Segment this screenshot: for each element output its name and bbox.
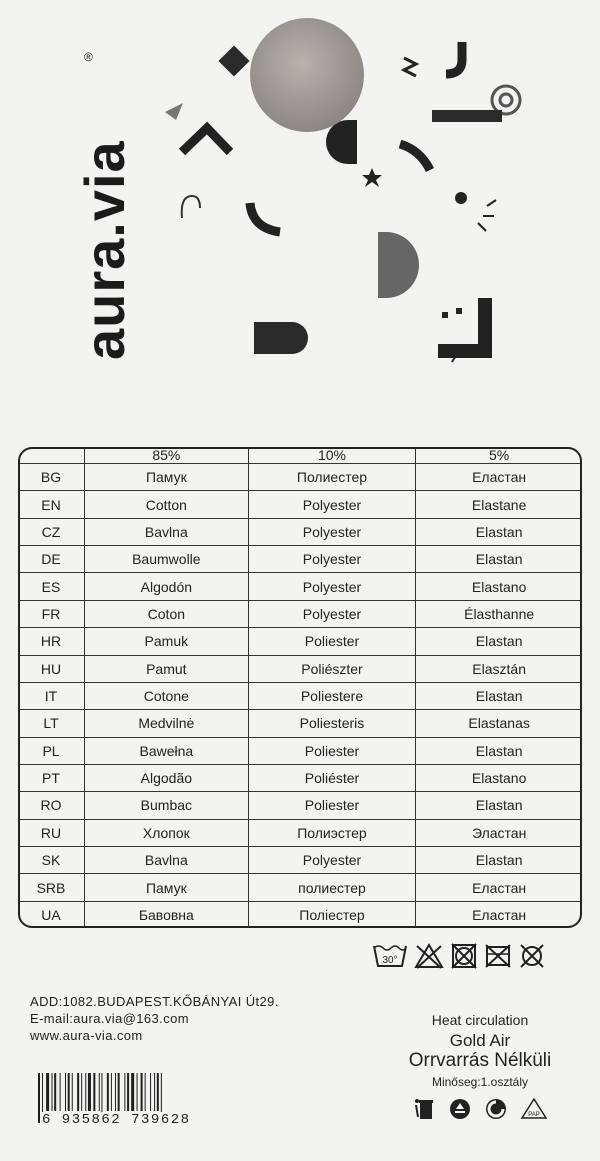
lang-code: PT [18,764,85,791]
corner-arc-shape [250,203,280,232]
squiggle-shape [404,58,416,76]
email-line: E-mail:aura.via@163.com [30,1011,189,1026]
elastane-cell: Elastane [416,491,582,518]
half-circle-cap [348,120,357,164]
barcode-bar [77,1073,79,1111]
polyester-cell: Poliéster [248,764,416,791]
pill-shape [254,322,308,354]
barcode-bar [72,1073,73,1111]
barcode-bar [115,1073,116,1111]
barcode-bar [118,1073,120,1111]
triangle-shape [165,103,183,120]
barcode-bar [150,1073,151,1111]
small-square-1 [442,312,448,318]
diamond-shape [218,45,249,76]
elastane-cell: Еластан [416,874,582,901]
polyester-cell: Polyester [248,600,416,627]
header-lang [18,447,85,464]
table-row [18,546,582,573]
dot-shape [455,192,467,204]
polyester-cell: Поліестер [248,901,416,928]
composition-table [18,447,582,928]
cotton-cell: Bawełna [85,737,249,764]
table-row [18,628,582,655]
spiral-inner [500,94,512,106]
recycle-icon [448,1097,472,1121]
hook-shape [446,42,462,74]
dash-3 [478,223,486,231]
chevron-shape [182,128,230,152]
table-row [18,655,582,682]
elastane-cell: Elasztán [416,655,582,682]
barcode-bar [52,1073,53,1111]
polyester-cell: Polyester [248,573,416,600]
spiral-outer [492,86,520,114]
polyester-cell: Polyester [248,847,416,874]
address-line: ADD:1082.BUDAPEST.KŐBÁNYAI Út29. [30,994,279,1009]
cotton-cell: Medvilnė [85,710,249,737]
d-shape [378,232,419,298]
dash-1 [487,200,496,206]
website-line: www.aura-via.com [30,1028,143,1043]
pap-recycle-icon [520,1097,548,1121]
quality-grade: Minőseg:1.osztály [431,1075,529,1089]
table-row [18,847,582,874]
barcode-bar [85,1073,86,1111]
barcode-bar [88,1073,91,1111]
feature-text: Heat circulation [431,1012,529,1028]
lang-code: ES [18,573,85,600]
polyester-cell: Полиестер [248,464,416,491]
hang-hole [250,18,364,132]
barcode-bar [145,1073,146,1111]
arc-shape [400,144,430,170]
table-row [18,491,582,518]
barcode-bar [131,1073,134,1111]
polyester-cell: Poliesteris [248,710,416,737]
lang-code: LT [18,710,85,737]
cotton-cell: Памук [85,874,249,901]
header-pct-1: 85% [85,447,249,464]
brand-logo: aura.via [73,140,136,360]
elastane-cell: Эластан [416,819,582,846]
barcode-bar [54,1073,56,1111]
wash-30-icon [372,942,408,970]
elastane-cell: Elastan [416,518,582,545]
polyester-cell: Poliester [248,628,416,655]
lang-code: IT [18,682,85,709]
polyester-cell: Poliestere [248,682,416,709]
elastane-cell: Elastan [416,682,582,709]
polyester-cell: Polyester [248,546,416,573]
barcode-bar [46,1073,49,1111]
lang-code: CZ [18,518,85,545]
registered-mark: ® [84,50,93,64]
table-row [18,737,582,764]
table-row [18,518,582,545]
lang-code: EN [18,491,85,518]
elastane-cell: Elastan [416,792,582,819]
lang-code: UA [18,901,85,928]
header-pct-3: 5% [416,447,582,464]
lang-code: HR [18,628,85,655]
elastane-cell: Elastan [416,737,582,764]
barcode-bar [127,1073,129,1111]
polyester-cell: Polyester [248,491,416,518]
table-row [18,464,582,491]
lang-code: SRB [18,874,85,901]
product-name: Gold Air [449,1031,511,1050]
elastane-cell: Еластан [416,464,582,491]
cotton-cell: Pamuk [85,628,249,655]
l-shape [438,298,492,358]
cotton-cell: Algodão [85,764,249,791]
trash-bin-icon [414,1097,436,1121]
pap-label: PAP [528,1112,540,1118]
barcode-bar [137,1073,138,1111]
cotton-cell: Algodón [85,573,249,600]
no-iron-icon [484,942,512,970]
table-row [18,819,582,846]
elastane-cell: Elastano [416,764,582,791]
lang-code: PL [18,737,85,764]
table-row [18,901,582,928]
lang-code: DE [18,546,85,573]
lang-code: RO [18,792,85,819]
contact-block [30,993,279,1044]
polyester-cell: Poliester [248,792,416,819]
barcode-bar [107,1073,109,1111]
product-info [380,1012,580,1089]
barcode-bar [60,1073,61,1111]
cotton-cell: Bumbac [85,792,249,819]
table-header-row [18,447,582,464]
polyester-cell: полиестер [248,874,416,901]
cotton-cell: Бавовна [85,901,249,928]
barcode-bar [154,1073,155,1111]
polyester-cell: Polyester [248,518,416,545]
lang-code: HU [18,655,85,682]
table-row [18,792,582,819]
table-row [18,764,582,791]
no-bleach-icon [414,942,444,970]
cotton-cell: Хлопок [85,819,249,846]
cotton-cell: Cotton [85,491,249,518]
recycle-symbols [414,1097,548,1121]
polyester-cell: Полиэстер [248,819,416,846]
barcode-bar [68,1073,70,1111]
cotton-cell: Pamut [85,655,249,682]
cotton-cell: Bavlna [85,847,249,874]
lang-code: BG [18,464,85,491]
lang-code: RU [18,819,85,846]
lang-code: FR [18,600,85,627]
barcode-bar [65,1073,66,1111]
care-symbols [372,942,546,970]
table-row [18,573,582,600]
barcode-bar [141,1073,143,1111]
polyester-cell: Poliester [248,737,416,764]
cotton-cell: Coton [85,600,249,627]
elastane-cell: Élasthanne [416,600,582,627]
small-square-2 [456,308,462,314]
barcode-number: 6 935862 739628 [42,1112,191,1128]
elastane-cell: Elastanas [416,710,582,737]
cotton-cell: Памук [85,464,249,491]
green-dot-icon [484,1097,508,1121]
cotton-cell: Cotone [85,682,249,709]
cotton-cell: Baumwolle [85,546,249,573]
barcode-bar [124,1073,125,1111]
barcode-bar [157,1073,159,1111]
no-dry-clean-icon [518,942,546,970]
barcode-bar [93,1073,95,1111]
table-row [18,600,582,627]
barcode-bar [99,1073,100,1111]
elastane-cell: Elastano [416,573,582,600]
lang-code: SK [18,847,85,874]
elastane-cell: Elastan [416,847,582,874]
wash-temp-label: 30° [382,955,398,966]
product-subtitle: Orrvarrás Nélküli [408,1050,552,1071]
table-row [18,710,582,737]
elastane-cell: Elastan [416,628,582,655]
table-row [18,874,582,901]
polyester-cell: Poliészter [248,655,416,682]
star-shape [362,168,382,187]
elastane-cell: Elastan [416,546,582,573]
bar-shape [432,110,502,122]
barcode-bar [111,1073,112,1111]
no-tumble-dry-icon [450,942,478,970]
header-pct-2: 10% [248,447,416,464]
cotton-cell: Bavlna [85,518,249,545]
table-row [18,682,582,709]
curl-shape [182,196,200,218]
elastane-cell: Еластан [416,901,582,928]
barcode-bar [81,1073,82,1111]
